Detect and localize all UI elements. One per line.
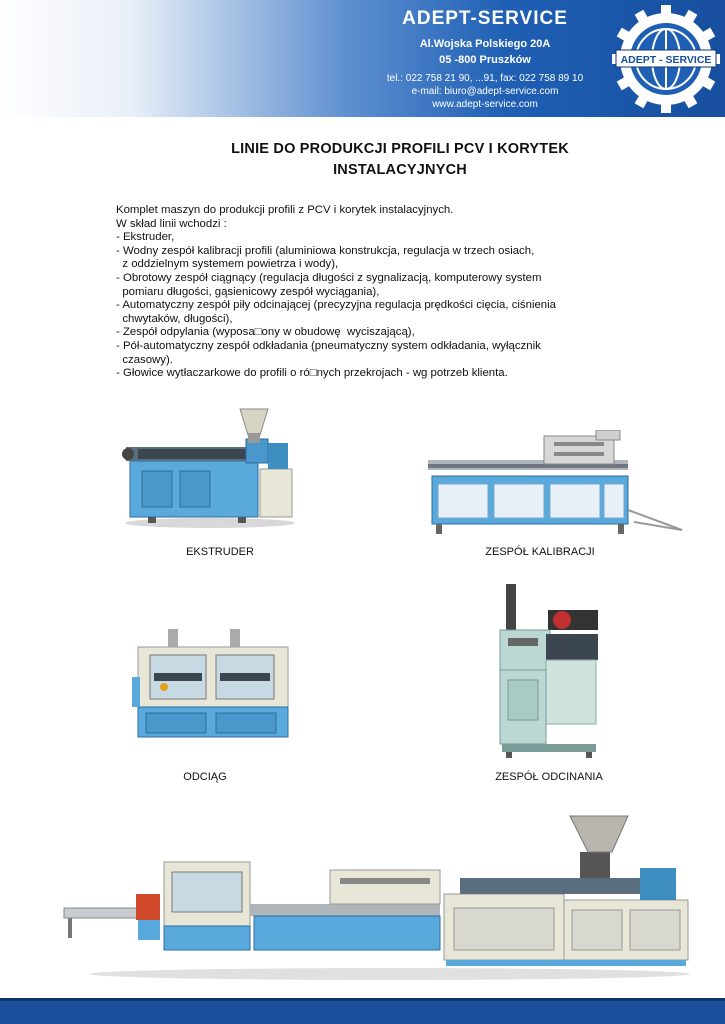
logo-text: ADEPT - SERVICE bbox=[620, 54, 712, 66]
description-line: czasowy). bbox=[116, 353, 173, 366]
description-line: Komplet maszyn do produkcji profili z PCV i korytek instalacyjnych. bbox=[116, 204, 454, 216]
title-line-2: INSTALACYJNYCH bbox=[333, 162, 467, 178]
description-line: W skład linii wchodzi : bbox=[116, 217, 227, 230]
company-name: ADEPT-SERVICE bbox=[402, 8, 568, 29]
description-line: - Pół-automatyczny zespół odkładania (pneumatyczny system odkładania, wyłącznik bbox=[116, 339, 541, 352]
calibration-caption: ZESPÓŁ KALIBRACJI bbox=[485, 546, 595, 558]
company-email: e-mail: biuro@adept-service.com bbox=[411, 86, 559, 97]
cutting-unit-image bbox=[488, 580, 606, 760]
company-website[interactable]: www.adept-service.com bbox=[432, 99, 538, 110]
haul-off-image bbox=[130, 625, 292, 743]
footer-rule bbox=[0, 998, 725, 1001]
description-line: - Obrotowy zespół ciągnący (regulacja długości z sygnalizacją, komputerowy system bbox=[116, 271, 542, 284]
description-line: - Zespół odpylania (wyposa□ony w obudowę wyciszającą), bbox=[116, 326, 415, 339]
company-city: 05 -800 Pruszków bbox=[439, 54, 531, 66]
description-line: chwytaków, długości), bbox=[116, 312, 233, 325]
company-phone: tel.: 022 758 21 90, ...91, fax: 022 758 89 10 bbox=[386, 73, 584, 84]
haul-off-caption: ODCIĄG bbox=[183, 771, 227, 783]
extruder-caption: EKSTRUDER bbox=[186, 546, 254, 558]
page-title bbox=[150, 139, 650, 181]
company-street: Al.Wojska Polskiego 20A bbox=[419, 38, 551, 50]
company-logo bbox=[612, 5, 720, 113]
description-line: - Ekstruder, bbox=[116, 231, 175, 244]
company-info bbox=[380, 8, 590, 111]
cutting-caption: ZESPÓŁ ODCINANIA bbox=[495, 771, 603, 783]
production-line-image bbox=[60, 812, 702, 982]
extruder-image bbox=[118, 405, 300, 530]
description-line: - Wodny zespół kalibracji profili (aluminiowa konstrukcja, regulacja w trzech osiach, bbox=[116, 244, 535, 257]
description-line: - Głowice wytłaczarkowe do profili o ró□nych przekrojach - wg potrzeb klienta. bbox=[116, 367, 508, 380]
header-banner bbox=[0, 0, 725, 117]
description bbox=[116, 204, 606, 381]
description-line: - Automatyczny zespół piły odcinającej (precyzyjna regulacja prędkości cięcia, ciśnienia bbox=[116, 299, 557, 312]
footer-band bbox=[0, 998, 725, 1024]
calibration-unit-image bbox=[424, 430, 686, 540]
title-line-1: LINIE DO PRODUKCJI PROFILI PCV I KORYTEK bbox=[231, 141, 569, 157]
description-line: z oddzielnym systemem powietrza i wody), bbox=[116, 258, 339, 271]
description-line: pomiaru długości, gąsienicowy zespół wyciągania), bbox=[116, 285, 380, 298]
